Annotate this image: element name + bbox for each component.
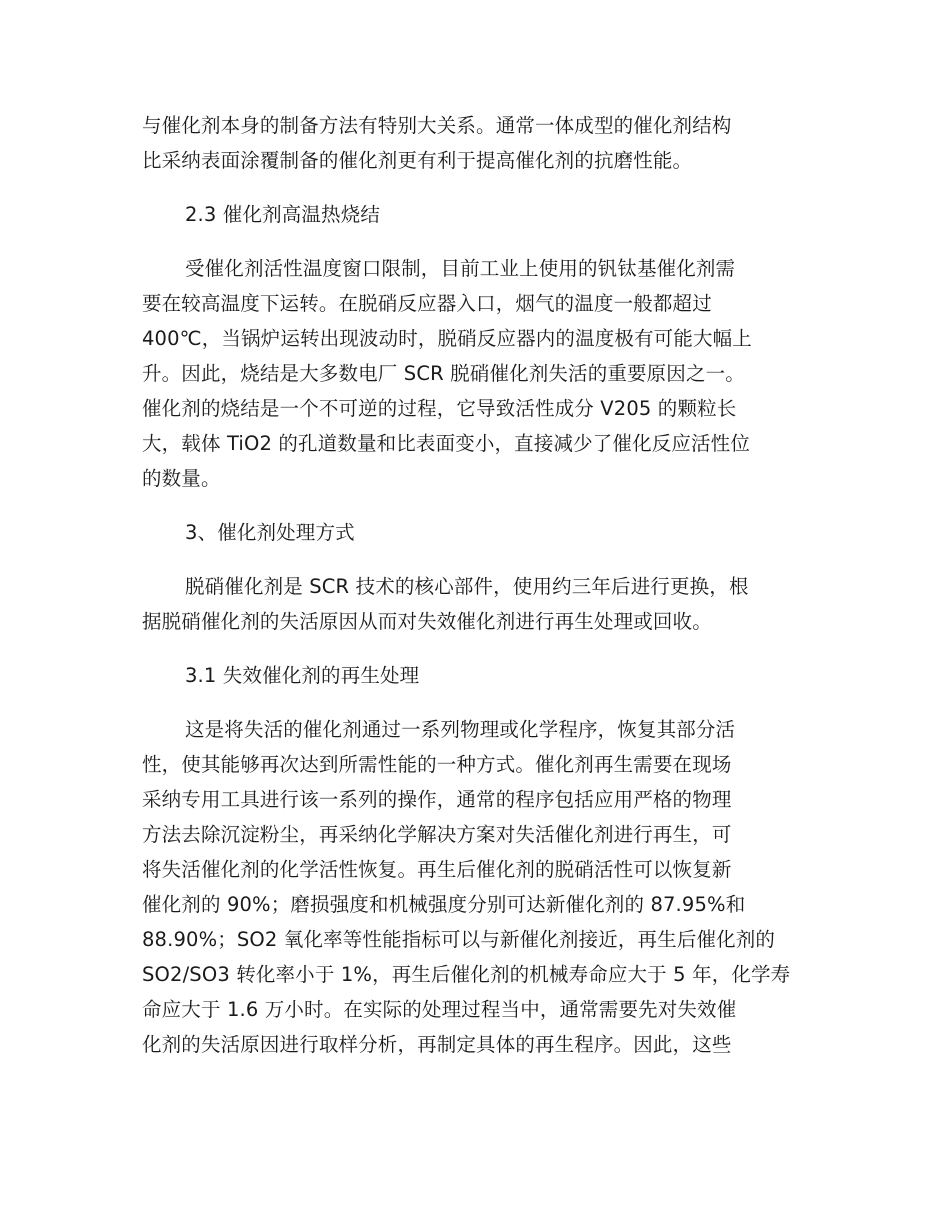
paragraph-line: 比采纳表面涂覆制备的催化剂更有利于提高催化剂的抗磨性能。 (142, 149, 693, 172)
paragraph-line: 升。因此，烧结是大多数电厂 SCR 脱硝催化剂失活的重要原因之一。 (142, 362, 745, 385)
paragraph-line: 400℃，当锅炉运转出现波动时，脱硝反应器内的温度极有可能大幅上 (142, 327, 752, 350)
section-heading-3-1: 3.1 失效催化剂的再生处理 (185, 664, 420, 687)
paragraph-line: 脱硝催化剂是 SCR 技术的核心部件，使用约三年后进行更换，根 (185, 575, 749, 598)
paragraph-line: 据脱硝催化剂的失活原因从而对失效催化剂进行再生处理或回收。 (142, 610, 712, 633)
paragraph-line: 与催化剂本身的制备方法有特别大关系。通常一体成型的催化剂结构 (142, 114, 732, 137)
paragraph-line: 88.90%；SO2 氧化率等性能指标可以与新催化剂接近，再生后催化剂的 (142, 928, 776, 951)
section-heading-2-3: 2.3 催化剂高温热烧结 (185, 203, 381, 226)
paragraph-line: 催化剂的烧结是一个不可逆的过程，它导致活性成分 V205 的颗粒长 (142, 397, 737, 420)
paragraph-line: 化剂的失活原因进行取样分析，再制定具体的再生程序。因此，这些 (142, 1033, 732, 1056)
paragraph-line: 命应大于 1.6 万小时。在实际的处理过程当中，通常需要先对失效催 (142, 998, 737, 1021)
paragraph-line: 这是将失活的催化剂通过一系列物理或化学程序，恢复其部分活 (185, 718, 736, 741)
paragraph-line: 方法去除沉淀粉尘，再采纳化学解决方案对失活催化剂进行再生，可 (142, 823, 732, 846)
paragraph-line: 性，使其能够再次达到所需性能的一种方式。催化剂再生需要在现场 (142, 753, 732, 776)
paragraph-line: 催化剂的 90%；磨损强度和机械强度分别可达新催化剂的 87.95%和 (142, 893, 746, 916)
paragraph-line: 大，载体 TiO2 的孔道数量和比表面变小，直接减少了催化反应活性位 (142, 432, 750, 455)
section-heading-3: 3、催化剂处理方式 (185, 521, 355, 544)
paragraph-line: 的数量。 (142, 467, 221, 490)
paragraph-line: 将失活催化剂的化学活性恢复。再生后催化剂的脱硝活性可以恢复新 (142, 858, 732, 881)
paragraph-line: SO2/SO3 转化率小于 1%，再生后催化剂的机械寿命应大于 5 年，化学寿 (142, 963, 791, 986)
paragraph-line: 采纳专用工具进行该一系列的操作，通常的程序包括应用严格的物理 (142, 788, 732, 811)
paragraph-line: 要在较高温度下运转。在脱硝反应器入口，烟气的温度一般都超过 (142, 292, 712, 315)
paragraph-line: 受催化剂活性温度窗口限制，目前工业上使用的钒钛基催化剂需 (185, 257, 736, 280)
